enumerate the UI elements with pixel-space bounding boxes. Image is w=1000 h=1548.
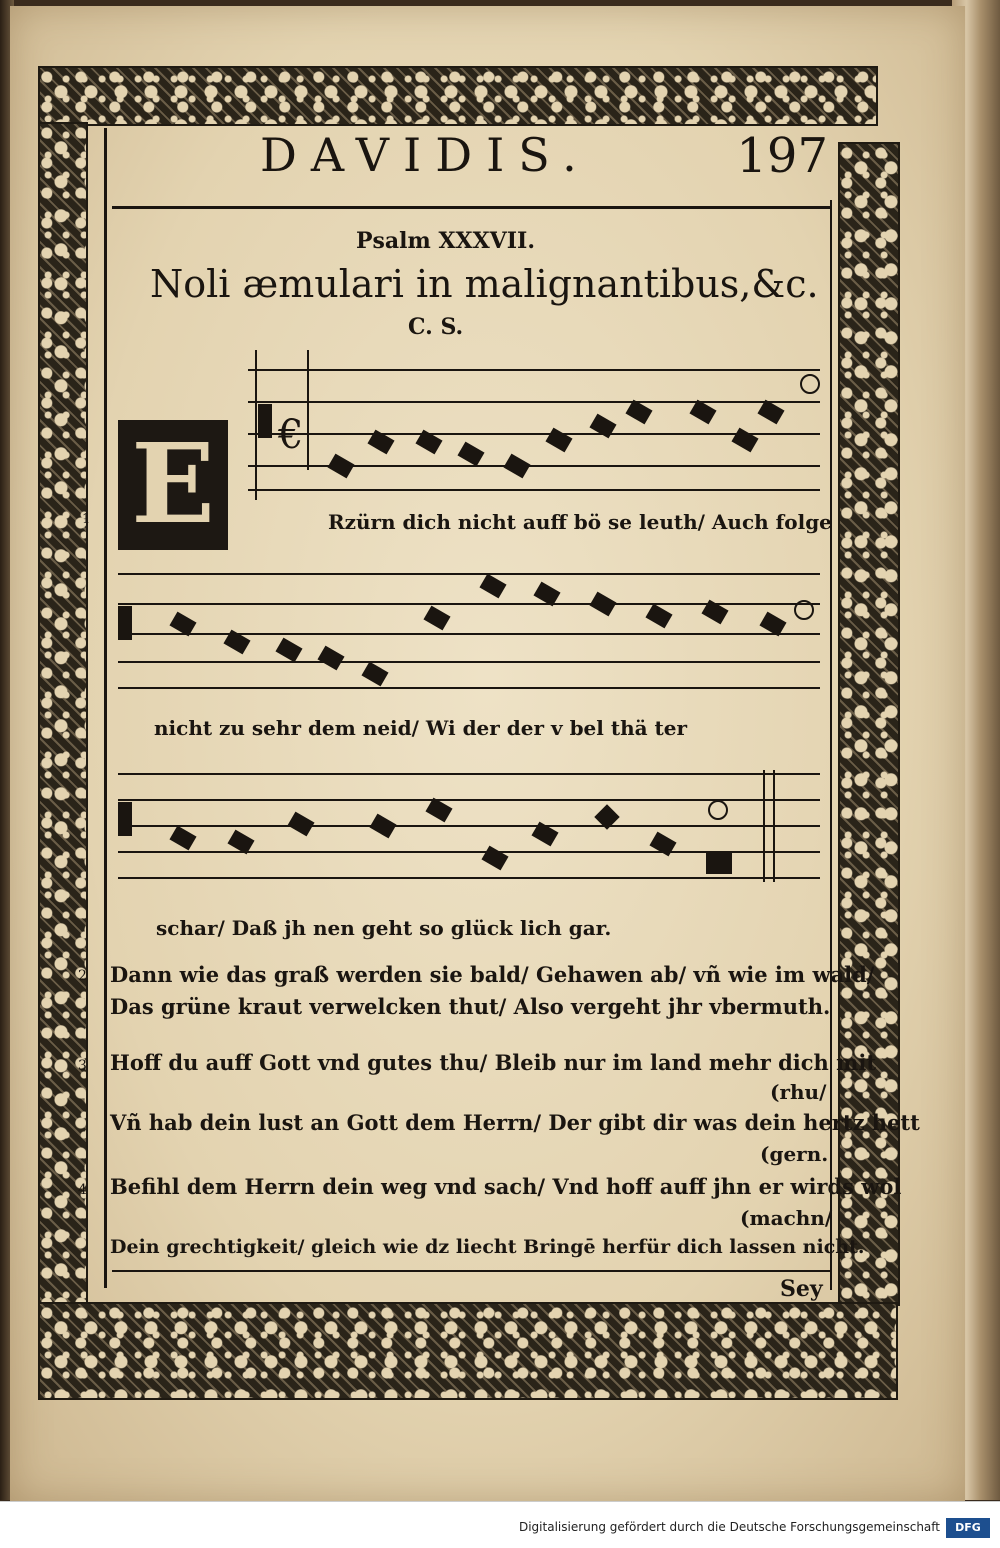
digitization-credit: Digitalisierung gefördert durch die Deutsche Forschungsgemeinschaft <box>518 1520 940 1534</box>
header-rule <box>112 206 830 209</box>
lyric-line-3: schar/ Daß jh nen geht so glück lich gar. <box>156 916 612 940</box>
verse-number-4: 4 <box>78 1182 87 1198</box>
verse-number-2: 2 <box>78 968 87 984</box>
lyric-line-2: nicht zu sehr dem neid/ Wi der der v bel thä ter <box>154 716 688 740</box>
verse-2-line-2: Das grüne kraut verwelcken thut/ Also vergeht jhr vbermuth. <box>110 994 831 1019</box>
verse-3-line-2: Vñ hab dein lust an Gott dem Herrn/ Der gibt dir was dein hertz hett <box>110 1110 920 1135</box>
catchword: Sey <box>780 1276 823 1302</box>
verse-3-line-1-turnover: (rhu/ <box>770 1080 827 1104</box>
verse-number-3: 3 <box>78 1058 87 1074</box>
decorated-initial: E <box>118 420 228 550</box>
verse-2-line-1: Dann wie das graß werden sie bald/ Gehawen ab/ vñ wie im wald/ <box>110 962 875 987</box>
page-number: 197 <box>736 128 828 184</box>
woodcut-border-left <box>38 122 91 1306</box>
footer-bar <box>0 1501 1000 1548</box>
woodcut-border-top <box>38 66 878 126</box>
left-frame-rule <box>104 128 107 1288</box>
lyric-line-1: Rzürn dich nicht auff bö se leuth/ Auch folge <box>328 510 832 534</box>
svg-text:€: € <box>278 412 304 458</box>
woodcut-border-bottom <box>38 1302 898 1400</box>
verse-3-line-2-turnover: (gern. <box>760 1142 829 1166</box>
dfg-logo[interactable]: DFG <box>946 1518 990 1538</box>
verse-3-line-1: Hoff du auff Gott vnd gutes thu/ Bleib nur im land mehr dich mit <box>110 1050 877 1075</box>
music-staff-1 <box>108 340 830 510</box>
verse-4-line-1-turnover: (machn/ <box>740 1206 833 1230</box>
psalm-incipit: Noli æmulari in malignantibus,&c. <box>150 262 819 306</box>
footer-rule <box>112 1270 830 1272</box>
line-number: 1 <box>82 512 91 527</box>
verse-4-line-1: Befihl dem Herrn dein weg vnd sach/ Vnd hoff auff jhn er wirds wol <box>110 1174 902 1199</box>
music-staff-2 <box>108 554 830 704</box>
running-title: DAVIDIS. <box>260 128 591 182</box>
voice-label: C. S. <box>408 314 464 340</box>
music-staff-3 <box>108 754 830 904</box>
running-header <box>108 128 828 198</box>
verse-4-line-2: Dein grechtigkeit/ gleich wie dz liecht Bringē herfür dich lassen nicht. <box>110 1236 865 1258</box>
psalm-number: Psalm XXXVII. <box>356 228 535 254</box>
